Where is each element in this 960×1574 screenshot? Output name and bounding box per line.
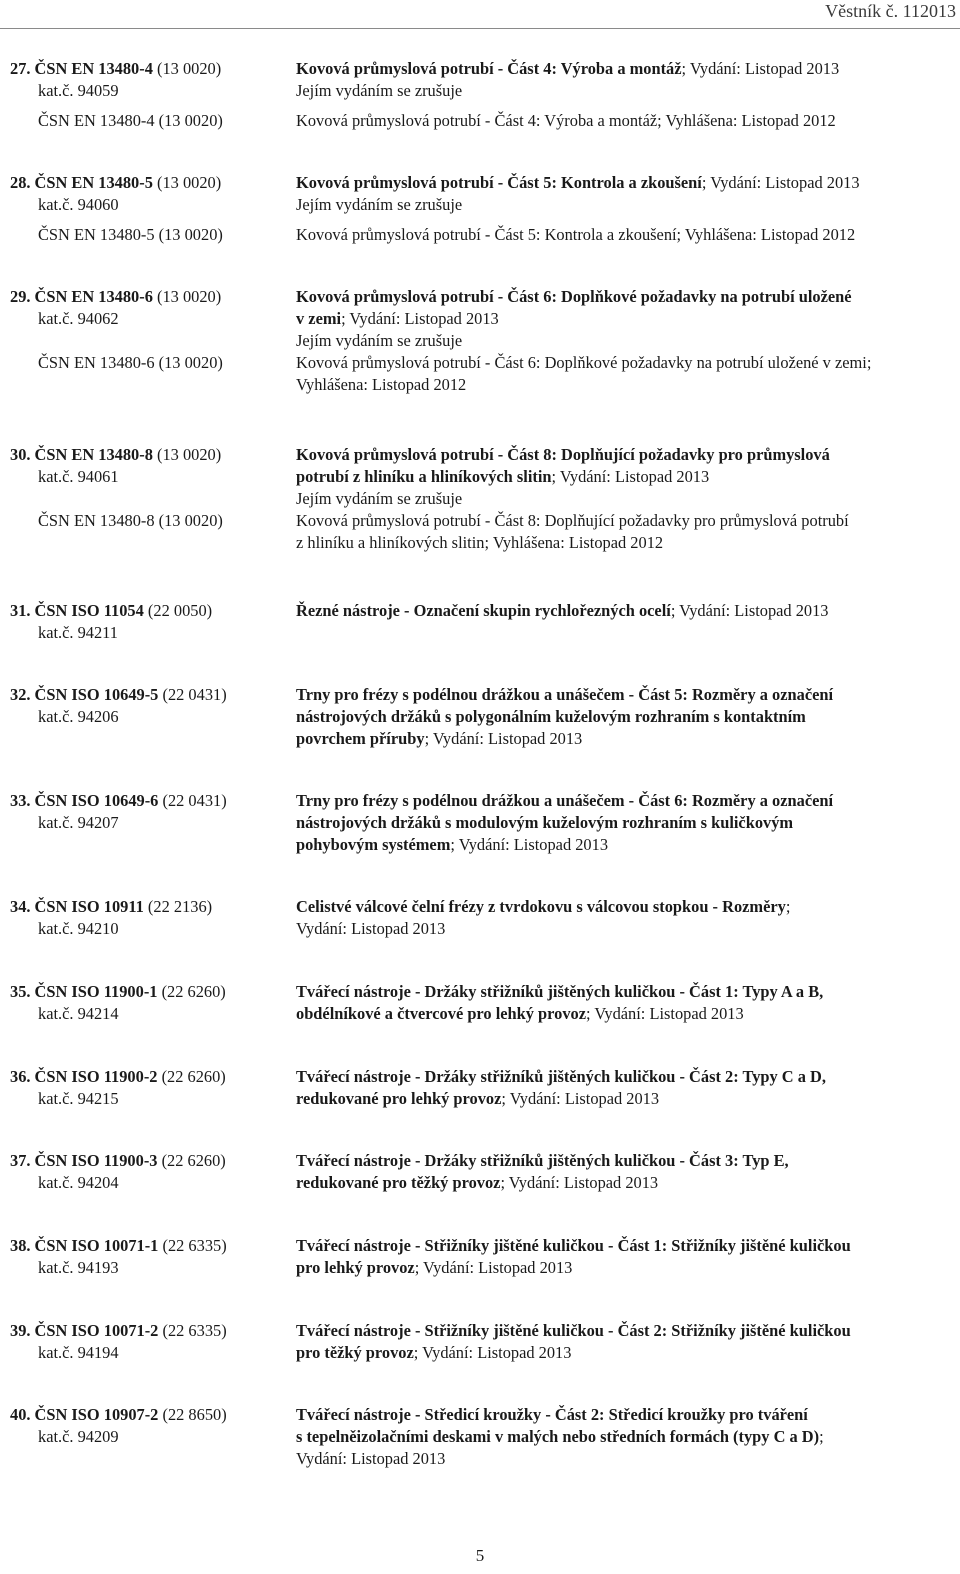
replacement-note: Jejím vydáním se zrušuje xyxy=(296,81,463,100)
catalog-number: kat.č. 94194 xyxy=(38,1343,119,1362)
class-number: (22 0431) xyxy=(158,685,227,704)
title-separator: ; xyxy=(819,1427,824,1446)
standard-title-line1: Trny pro frézy s podélnou drážkou a unášečem - Část 6: Rozměry a označení xyxy=(296,791,834,810)
csn-label: ČSN xyxy=(34,287,68,306)
standard-title-line2: pro lehký provoz xyxy=(296,1258,415,1277)
standard-title-line3: pohybovým systémem xyxy=(296,835,451,854)
standard-code: ISO 10907-2 xyxy=(71,1405,159,1424)
entry-id xyxy=(0,58,296,102)
standard-title-line2: redukované pro těžký provoz xyxy=(296,1173,501,1192)
class-number: (13 0020) xyxy=(152,287,222,306)
replaced-standard-id: ČSN EN 13480-4 (13 0020) xyxy=(38,111,223,130)
class-number: (13 0020) xyxy=(152,445,222,464)
standard-code: ISO 11900-3 xyxy=(71,1151,158,1170)
standard-title-line2: potrubí z hliníku a hliníkových slitin xyxy=(296,467,552,486)
entry-number: 27. xyxy=(10,59,31,78)
standard-entry-29 xyxy=(0,286,960,396)
replaced-standard-desc-line2: z hliníku a hliníkových slitin; Vyhlášena: Listopad 2012 xyxy=(296,533,664,552)
issue-date: ; Vydání: Listopad 2013 xyxy=(500,1173,659,1192)
catalog-number: kat.č. 94211 xyxy=(38,623,118,642)
catalog-number: kat.č. 94193 xyxy=(38,1258,119,1277)
replacement-note: Jejím vydáním se zrušuje xyxy=(296,489,463,508)
entry-number: 29. xyxy=(10,287,31,306)
standard-title-line2: obdélníkové a čtvercové pro lehký provoz xyxy=(296,1004,587,1023)
standard-entry-27 xyxy=(0,58,960,132)
standard-title-line1: Tvářecí nástroje - Středicí kroužky - Část 2: Středicí kroužky pro tváření xyxy=(296,1405,808,1424)
standard-title-line1: Tvářecí nástroje - Střižníky jištěné kuličkou - Část 1: Střižníky jištěné kuličkou xyxy=(296,1236,851,1255)
standard-entry-33 xyxy=(0,790,960,856)
issue-date: ; Vydání: Listopad 2013 xyxy=(450,835,609,854)
replacement-note: Jejím vydáním se zrušuje xyxy=(296,195,463,214)
issue-date: ; Vydání: Listopad 2013 xyxy=(414,1258,573,1277)
replaced-standard-id: ČSN EN 13480-5 (13 0020) xyxy=(38,225,223,244)
csn-label: ČSN xyxy=(34,601,68,620)
class-number: (22 6260) xyxy=(157,1067,226,1086)
csn-label: ČSN xyxy=(34,982,68,1001)
entry-number: 30. xyxy=(10,445,31,464)
issue-date: ; Vydání: Listopad 2013 xyxy=(551,467,710,486)
standard-code: EN 13480-5 xyxy=(71,173,153,192)
catalog-number: kat.č. 94061 xyxy=(38,467,119,486)
standard-title: Kovová průmyslová potrubí - Část 5: Kontrola a zkoušení xyxy=(296,173,702,192)
standard-title-line1: Kovová průmyslová potrubí - Část 8: Doplňující požadavky pro průmyslová xyxy=(296,445,830,464)
class-number: (22 2136) xyxy=(143,897,213,916)
class-number: (13 0020) xyxy=(152,59,222,78)
entry-number: 39. xyxy=(10,1321,31,1340)
standard-code: ISO 11900-2 xyxy=(71,1067,158,1086)
header-divider xyxy=(0,28,960,29)
csn-label: ČSN xyxy=(34,1067,68,1086)
class-number: (22 6260) xyxy=(157,982,226,1001)
standard-code: EN 13480-6 xyxy=(71,287,153,306)
class-number: (22 6335) xyxy=(158,1321,227,1340)
catalog-number: kat.č. 94215 xyxy=(38,1089,119,1108)
standard-title-line2: pro těžký provoz xyxy=(296,1343,414,1362)
class-number: (22 6260) xyxy=(157,1151,226,1170)
standard-entry-40 xyxy=(0,1404,960,1470)
standard-title-line2: nástrojových držáků s polygonálním kuželovým rozhraním s kontaktním xyxy=(296,707,806,726)
standard-title-line1: Celistvé válcové čelní frézy z tvrdokovu s válcovou stopkou - Rozměry xyxy=(296,897,786,916)
csn-label: ČSN xyxy=(34,897,68,916)
catalog-number: kat.č. 94206 xyxy=(38,707,119,726)
catalog-number: kat.č. 94062 xyxy=(38,309,119,328)
entry-number: 36. xyxy=(10,1067,31,1086)
standard-title-line1: Tvářecí nástroje - Držáky střižníků jištěných kuličkou - Část 1: Typy A a B, xyxy=(296,982,824,1001)
replaced-standard-id: ČSN EN 13480-8 (13 0020) xyxy=(38,511,223,530)
standard-code: ISO 10071-1 xyxy=(71,1236,159,1255)
issue-date: ; Vydání: Listopad 2013 xyxy=(701,173,860,192)
replaced-standard-desc: Kovová průmyslová potrubí - Část 4: Výroba a montáž; Vyhlášena: Listopad 2012 xyxy=(296,111,836,130)
standard-title-line2: redukované pro lehký provoz xyxy=(296,1089,502,1108)
bulletin-header: Věstník č. 112013 xyxy=(825,1,956,21)
entry-number: 31. xyxy=(10,601,31,620)
csn-label: ČSN xyxy=(34,173,68,192)
entry-number: 34. xyxy=(10,897,31,916)
standard-code: ISO 10911 xyxy=(71,897,144,916)
entry-number: 38. xyxy=(10,1236,31,1255)
csn-label: ČSN xyxy=(34,59,68,78)
class-number: (22 8650) xyxy=(158,1405,227,1424)
entry-number: 32. xyxy=(10,685,31,704)
class-number: (22 6335) xyxy=(158,1236,227,1255)
standard-title-line2: v zemi xyxy=(296,309,342,328)
catalog-number: kat.č. 94204 xyxy=(38,1173,119,1192)
standard-entry-28 xyxy=(0,172,960,246)
standard-entry-35 xyxy=(0,981,960,1025)
class-number: (22 0431) xyxy=(158,791,227,810)
csn-label: ČSN xyxy=(34,445,68,464)
standard-title-line1: Tvářecí nástroje - Střižníky jištěné kuličkou - Část 2: Střižníky jištěné kuličkou xyxy=(296,1321,851,1340)
catalog-number: kat.č. 94210 xyxy=(38,919,119,938)
replaced-standard-id: ČSN EN 13480-6 (13 0020) xyxy=(38,353,223,372)
standard-title-line3: povrchem příruby xyxy=(296,729,425,748)
csn-label: ČSN xyxy=(34,1151,68,1170)
issue-date: Vydání: Listopad 2013 xyxy=(296,919,446,938)
standard-title: Kovová průmyslová potrubí - Část 4: Výroba a montáž xyxy=(296,59,682,78)
standard-title-line2: nástrojových držáků s modulovým kuželovým rozhraním s kuličkovým xyxy=(296,813,794,832)
standard-entry-39 xyxy=(0,1320,960,1364)
entry-number: 33. xyxy=(10,791,31,810)
standard-code: ISO 10649-5 xyxy=(71,685,159,704)
csn-label: ČSN xyxy=(34,685,68,704)
standard-code: EN 13480-8 xyxy=(71,445,153,464)
standard-code: ISO 11900-1 xyxy=(71,982,158,1001)
csn-label: ČSN xyxy=(34,1321,68,1340)
standard-code: ISO 10071-2 xyxy=(71,1321,159,1340)
catalog-number: kat.č. 94209 xyxy=(38,1427,119,1446)
replacement-note: Jejím vydáním se zrušuje xyxy=(296,331,463,350)
catalog-number: kat.č. 94207 xyxy=(38,813,119,832)
issue-date: ; Vydání: Listopad 2013 xyxy=(413,1343,572,1362)
standard-title-line2: s tepelněizolačními deskami v malých nebo středních formách (typy C a D) xyxy=(296,1427,820,1446)
catalog-number: kat.č. 94214 xyxy=(38,1004,119,1023)
replaced-standard-desc: Kovová průmyslová potrubí - Část 5: Kontrola a zkoušení; Vyhlášena: Listopad 2012 xyxy=(296,225,856,244)
issue-date: Vydání: Listopad 2013 xyxy=(296,1449,446,1468)
standard-entry-31 xyxy=(0,600,960,644)
issue-date: ; Vydání: Listopad 2013 xyxy=(586,1004,744,1023)
standard-title-line1: Tvářecí nástroje - Držáky střižníků jištěných kuličkou - Část 3: Typ E, xyxy=(296,1151,789,1170)
replaced-standard-desc-line2: Vyhlášena: Listopad 2012 xyxy=(296,375,467,394)
csn-label: ČSN xyxy=(34,791,68,810)
entry-number: 28. xyxy=(10,173,31,192)
class-number: (13 0020) xyxy=(152,173,222,192)
issue-date: ; Vydání: Listopad 2013 xyxy=(341,309,499,328)
standard-entry-37 xyxy=(0,1150,960,1194)
issue-date: ; Vydání: Listopad 2013 xyxy=(670,601,829,620)
standard-title-line1: Tvářecí nástroje - Držáky střižníků jištěných kuličkou - Část 2: Typy C a D, xyxy=(296,1067,826,1086)
standard-entry-34 xyxy=(0,896,960,940)
standard-title: Řezné nástroje - Označení skupin rychlořezných ocelí xyxy=(296,601,671,620)
standard-entry-30 xyxy=(0,444,960,554)
standard-entry-38 xyxy=(0,1235,960,1279)
entry-number: 37. xyxy=(10,1151,31,1170)
standard-title-line1: Trny pro frézy s podélnou drážkou a unášečem - Část 5: Rozměry a označení xyxy=(296,685,834,704)
issue-date: ; Vydání: Listopad 2013 xyxy=(501,1089,660,1108)
issue-date: ; Vydání: Listopad 2013 xyxy=(424,729,583,748)
csn-label: ČSN xyxy=(34,1405,68,1424)
title-separator: ; xyxy=(785,897,791,916)
replaced-standard-desc-line1: Kovová průmyslová potrubí - Část 8: Doplňující požadavky pro průmyslová potrubí xyxy=(296,511,849,530)
standard-entry-36 xyxy=(0,1066,960,1110)
issue-date: ; Vydání: Listopad 2013 xyxy=(681,59,840,78)
catalog-number: kat.č. 94060 xyxy=(38,195,119,214)
csn-label: ČSN xyxy=(34,1236,68,1255)
replaced-standard-desc-line1: Kovová průmyslová potrubí - Část 6: Doplňkové požadavky na potrubí uložené v zemi; xyxy=(296,353,872,372)
class-number: (22 0050) xyxy=(143,601,213,620)
standard-title-line1: Kovová průmyslová potrubí - Část 6: Doplňkové požadavky na potrubí uložené xyxy=(296,287,852,306)
standard-entry-32 xyxy=(0,684,960,750)
entry-number: 35. xyxy=(10,982,31,1001)
page-number: 5 xyxy=(475,1546,485,1565)
standard-code: ISO 10649-6 xyxy=(71,791,159,810)
entry-number: 40. xyxy=(10,1405,31,1424)
standard-code: EN 13480-4 xyxy=(71,59,153,78)
standard-code: ISO 11054 xyxy=(71,601,144,620)
catalog-number: kat.č. 94059 xyxy=(38,81,119,100)
